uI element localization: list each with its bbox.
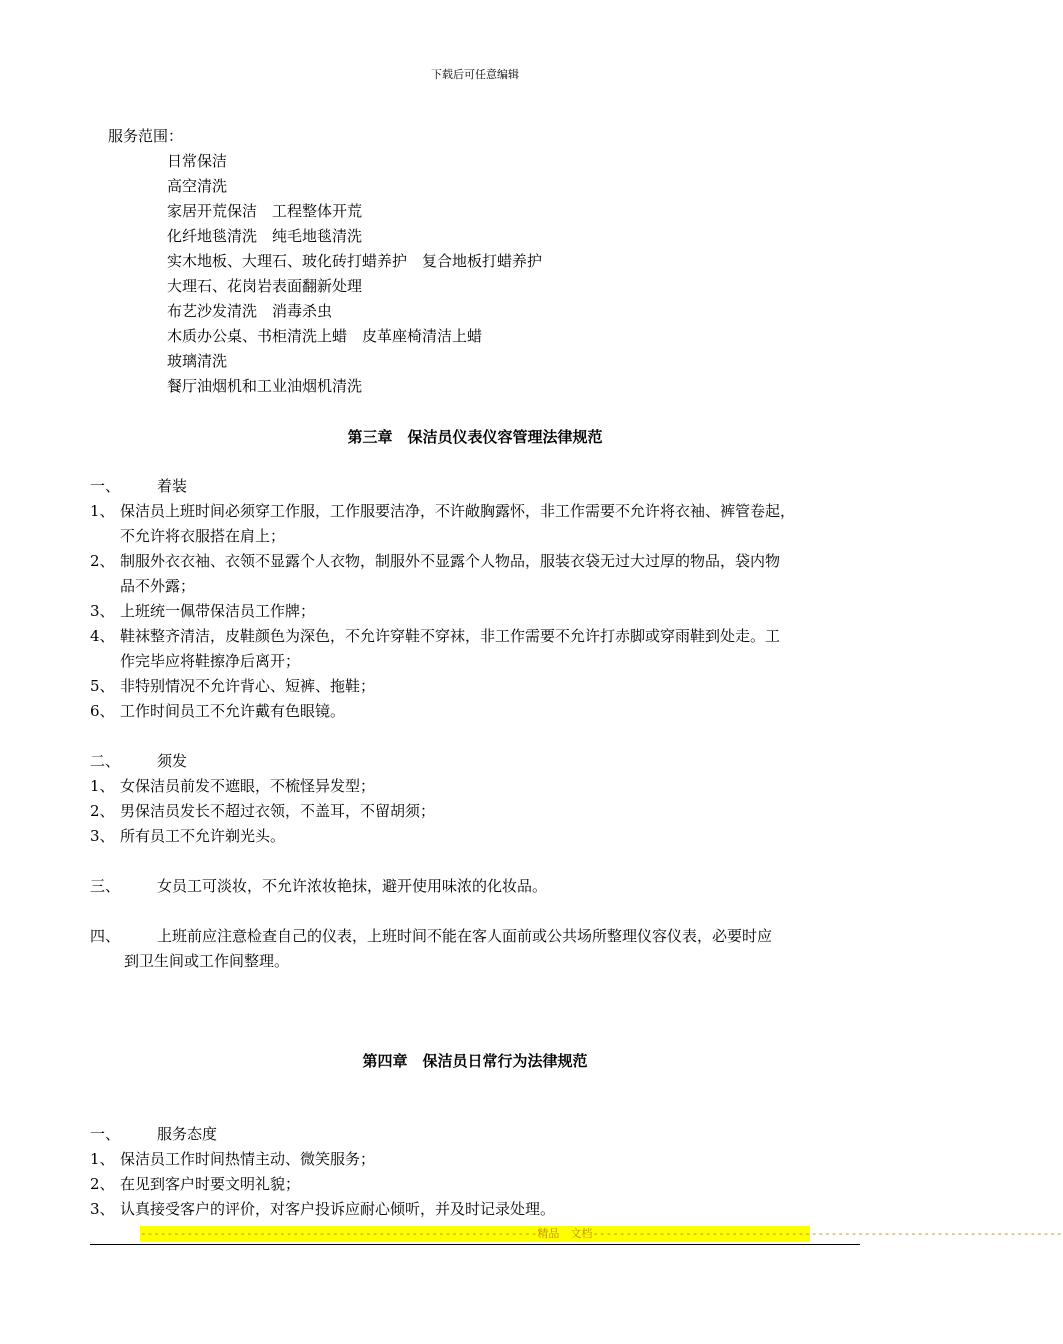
section-number: 四、: [90, 927, 121, 945]
item-text: 女保洁员前发不遮眼，不梳怪异发型；: [120, 777, 376, 795]
item-number: 2、: [90, 1175, 115, 1193]
section-heading: [90, 926, 772, 946]
item-text: 鞋袜整齐清洁，皮鞋颜色为深色，不允许穿鞋不穿袜，非工作需要不允许打赤脚或穿雨鞋到处走。工: [120, 627, 781, 645]
item-number: 3、: [90, 827, 115, 845]
section-text: 上班前应注意检查自己的仪表，上班时间不能在客人面前或公共场所整理仪容仪表，必要时应: [157, 927, 773, 945]
list-item: [90, 826, 285, 846]
item-text: 在见到客户时要文明礼貌；: [120, 1175, 301, 1193]
service-scope-title: 服务范围：: [108, 127, 184, 145]
section-number: 一、: [90, 477, 121, 495]
item-text: 工作时间员工不允许戴有色眼镜。: [120, 702, 346, 720]
section-text: 女员工可淡妆，不允许浓妆艳抹，避开使用味浓的化妆品。: [157, 877, 548, 895]
list-item: [90, 776, 375, 796]
item-number: 2、: [90, 802, 115, 820]
section-heading: [90, 876, 547, 896]
section-heading: [90, 476, 187, 496]
section-number: 二、: [90, 752, 121, 770]
service-item: 高空清洗: [167, 177, 228, 195]
section-continuation: 到卫生间或工作间整理。: [124, 952, 290, 970]
item-text: 非特别情况不允许背心、短裤、拖鞋；: [120, 677, 376, 695]
section-title: 服务态度: [157, 1125, 218, 1143]
section-heading: [90, 751, 187, 771]
section-number: 三、: [90, 877, 121, 895]
item-number: 1、: [90, 502, 115, 520]
list-item: [90, 676, 375, 696]
item-number: 2、: [90, 552, 115, 570]
list-item: [90, 1149, 375, 1169]
service-item: 木质办公桌、书柜清洗上蜡 皮革座椅清洁上蜡: [167, 327, 483, 345]
list-item: [90, 601, 315, 621]
item-number: 3、: [90, 1200, 115, 1218]
item-number: 5、: [90, 677, 115, 695]
chapter-4-title: 第四章 保洁员日常行为法律规范: [362, 1052, 588, 1070]
list-item: [90, 1199, 555, 1219]
item-number: 1、: [90, 1150, 115, 1168]
service-item: 实木地板、大理石、玻化砖打蜡养护 复合地板打蜡养护: [167, 252, 543, 270]
item-continuation: 不允许将衣服搭在肩上；: [120, 527, 286, 545]
item-number: 3、: [90, 602, 115, 620]
service-item: 化纤地毯清洗 纯毛地毯清洗: [167, 227, 363, 245]
list-item: [90, 801, 435, 821]
section-number: 一、: [90, 1125, 121, 1143]
item-number: 6、: [90, 702, 115, 720]
service-item: 布艺沙发清洗 消毒杀虫: [167, 302, 333, 320]
chapter-3-title: 第三章 保洁员仪表仪容管理法律规范: [347, 428, 603, 446]
service-item: 日常保洁: [167, 152, 228, 170]
item-text: 制服外衣衣袖、衣领不显露个人衣物，制服外不显露个人物品，服装衣袋无过大过厚的物品，袋内物: [120, 552, 781, 570]
item-continuation: 品不外露；: [120, 577, 196, 595]
item-text: 认真接受客户的评价，对客户投诉应耐心倾听，并及时记录处理。: [120, 1200, 556, 1218]
item-number: 1、: [90, 777, 115, 795]
service-item: 玻璃清洗: [167, 352, 228, 370]
section-title: 着装: [157, 477, 188, 495]
page-header: 下载后可任意编辑: [431, 68, 519, 81]
item-text: 上班统一佩带保洁员工作牌；: [120, 602, 316, 620]
section-heading: [90, 1124, 217, 1144]
footer-banner: ------------------------------------------------------------精品 文档-----------------------------------------------------------------------: [140, 1227, 1063, 1240]
item-text: 保洁员上班时间必须穿工作服，工作服要洁净，不许敞胸露怀，非工作需要不允许将衣袖、裤管卷起，: [120, 502, 796, 520]
service-item: 餐厅油烟机和工业油烟机清洗: [167, 377, 363, 395]
section-title: 须发: [157, 752, 188, 770]
list-item: [90, 501, 795, 521]
item-continuation: 作完毕应将鞋擦净后离开；: [120, 652, 301, 670]
list-item: [90, 1174, 300, 1194]
list-item: [90, 626, 780, 646]
item-number: 4、: [90, 627, 115, 645]
footer-rule: [90, 1244, 860, 1245]
list-item: [90, 701, 345, 721]
service-item: 大理石、花岗岩表面翻新处理: [167, 277, 363, 295]
item-text: 所有员工不允许剃光头。: [120, 827, 286, 845]
item-text: 保洁员工作时间热情主动、微笑服务；: [120, 1150, 376, 1168]
service-item: 家居开荒保洁 工程整体开荒: [167, 202, 363, 220]
list-item: [90, 551, 780, 571]
item-text: 男保洁员发长不超过衣领，不盖耳，不留胡须；: [120, 802, 436, 820]
